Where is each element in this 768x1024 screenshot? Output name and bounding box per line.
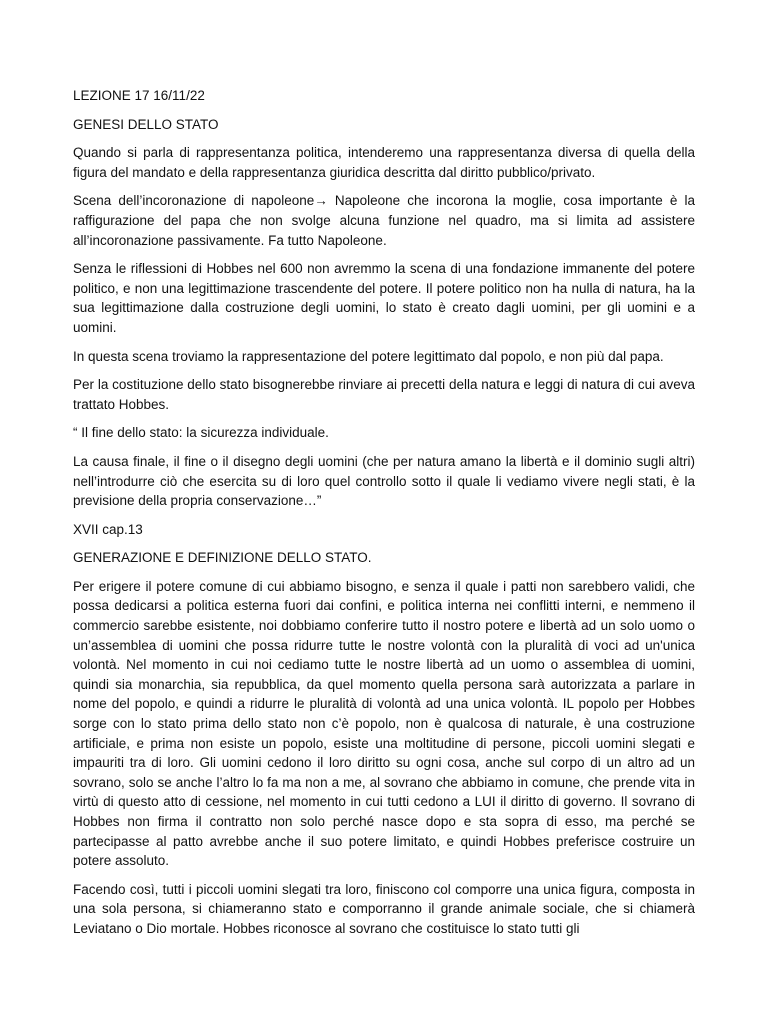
paragraph: Scena dell’incoronazione di napoleone→ Napoleone che incorona la moglie, cosa importante è la raffigurazione del papa che non svolge alcuna funzione nel quadro, ma si limita ad assistere all’incoronazione passivamente. Fa tutto Napoleone. [73,193,695,248]
paragraph: Per la costituzione dello stato bisognerebbe rinviare ai precetti della natura e leggi di natura di cui aveva trattato Hobbes. [73,377,695,412]
paragraph: Quando si parla di rappresentanza politica, intenderemo una rappresentanza diversa di quella della figura del mandato e della rappresentanza giuridica descritta dal diritto pubblico/privato. [73,145,695,180]
quote-paragraph: La causa finale, il fine o il disegno degli uomini (che per natura amano la libertà e il dominio sugli altri) nell’introdurre ciò che esercita su di loro quel controllo sotto il quale li vediamo vivere negli stati, è la previsione della propria conservazione…” [73,453,695,509]
paragraph: Facendo così, tutti i piccoli uomini slegati tra loro, finiscono col comporre una unica figura, composta in una sola persona, si chiameranno stato e comporranno il grande animale sociale, che si chiamerà Leviatano o Dio mortale. Hobbes riconosce al sovrano che costituisce lo stato tutti gli [73,881,695,936]
chapter-reference: XVII cap.13 [73,521,143,537]
document-page [73,86,695,948]
quote-heading: “ Il fine dello stato: la sicurezza individuale. [73,425,329,441]
section-title-2: GENERAZIONE E DEFINIZIONE DELLO STATO. [73,550,372,566]
section-title: GENESI DELLO STATO [73,116,219,132]
paragraph: Per erigere il potere comune di cui abbiamo bisogno, e senza il quale i patti non sarebbero validi, che possa dedicarsi a politica esterna fuori dai confini, e politica interna nei conflitti interni, e nemmeno il commercio sarebbe esistente, noi dobbiamo conferire tutto il nostro potere e libertà ad un solo uomo o un’assemblea di uomini che possa ridurre tutte le nostre volontà con la pluralità di voci ad un'unica volontà. Nel momento in cui noi cediamo tutte le nostre libertà ad un uomo o assemblea di uomini, quindi sia monarchia, sia repubblica, da quel momento quella persona sarà autorizzata a parlare in nome del popolo, e quindi a ridurre le pluralità di volontà ad una unica volontà. IL popolo per Hobbes sorge con lo stato prima dello stato non c’è popolo, non è qualcosa di naturale, è una costruzione artificiale, e prima non esiste un popolo, esiste una moltitudine di persone, piccoli uomini slegati e impauriti tra di loro. Gli uomini cedono il loro diritto su ogni cosa, anche sul corpo di un altro ad un sovrano, solo se anche l’altro lo fa ma non a me, al sovrano che abbiamo in comune, che prende vita in virtù di questo atto di cessione, nel momento in cui tutti cedono a LUI il diritto di governo. Il sovrano di Hobbes non firma il contratto non solo perché nasce dopo e sta sopra di esso, ma perché se partecipasse al patto avrebbe anche il suo potere limitato, e quindi Hobbes preferisce costruire un potere assoluto. [73,578,695,869]
paragraph: Senza le riflessioni di Hobbes nel 600 non avremmo la scena di una fondazione immanente del potere politico, e non una legittimazione trascendente del potere. Il potere politico non ha nulla di natura, ha la sua legittimazione dalla costruzione degli uomini, lo stato è creato dagli uomini, per gli uomini e a uomini. [73,261,695,335]
paragraph: In questa scena troviamo la rappresentazione del potere legittimato dal popolo, e non più dal papa. [73,348,664,364]
lesson-heading: LEZIONE 17 16/11/22 [73,88,205,103]
